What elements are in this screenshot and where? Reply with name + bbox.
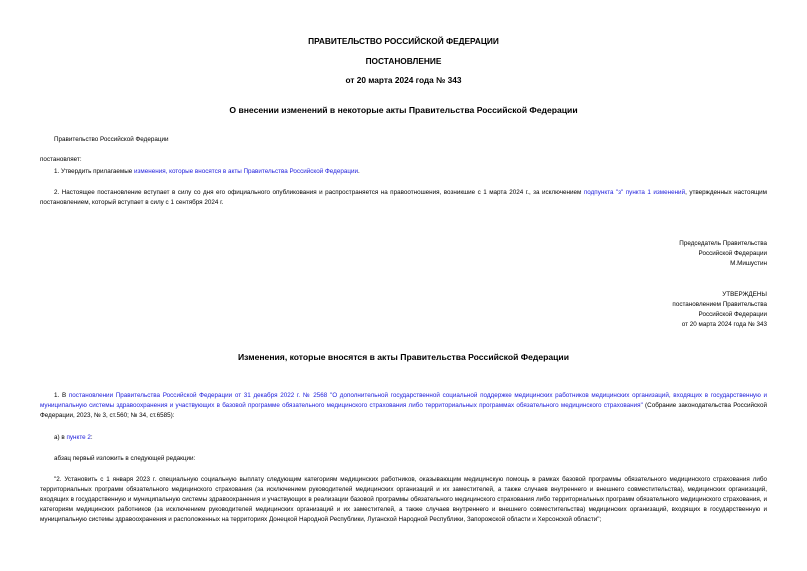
government-heading: ПРАВИТЕЛЬСТВО РОССИЙСКОЙ ФЕДЕРАЦИИ (308, 36, 499, 46)
quoted-text: "2. Установить с 1 января 2023 г. специальную социальную выплату следующим категориям медицинских работников, оказывающим медицинскую помощь в рамках базовой программы обязательного медицинского страхования либо территориальных программ обязательного медицинского страхования (за исключением руководителей медицинских организаций и их заместителей, а также случаев внутреннего и внешнего совместительства), медицинских организаций, входящих в государственную и муниципальную системы здравоохранения и участвующих в реализации базовой программы обязательного медицинского страхования либо территориальных программ обязательного медицинского страхования, и категориям медицинских работников (за исключением руководителей медицинских организаций и их заместителей, а также случаев внутреннего и внешнего совместительства) медицинских организаций, входящих в государственную и муниципальную системы здравоохранения и расположенных на территориях Донецкой Народной Республики, Луганской Народной Республики, Запорожской области и Херсонской области"; (40, 476, 767, 523)
signature-title: Председатель Правительства (679, 240, 767, 247)
document-title: О внесении изменений в некоторые акты Правительства Российской Федерации (229, 105, 578, 115)
issuer: Правительство Российской Федерации (54, 136, 169, 143)
item-2-suffix: , утвержденных настоящим постановлением, который вступает в силу с 1 сентября 2024 г. (40, 189, 768, 206)
item-2 (40, 188, 767, 208)
approval-heading: УТВЕРЖДЕНЫ (722, 291, 767, 298)
signature-name: М.Мишустин (730, 260, 767, 267)
subparagraph-z-link[interactable]: подпункта "з" пункта 1 изменений (583, 189, 686, 196)
change-1-suffix: (Собрание законодательства Российской Федерации, 2023, № 3, ст.560; № 34, ст.6585): (40, 402, 767, 419)
first-paragraph-note: абзац первый изложить в следующей редакции: (54, 455, 196, 462)
changes-title: Изменения, которые вносятся в акты Правительства Российской Федерации (237, 352, 569, 362)
item-1-prefix: 1. Утвердить прилагаемые (54, 168, 134, 175)
document-date-number: от 20 марта 2024 года № 343 (345, 75, 462, 85)
resolution-2568-link[interactable]: постановлении Правительства Российской Федерации от 31 декабря 2022 г. № 2568 (68, 392, 328, 399)
approval-date-number: от 20 марта 2024 года № 343 (681, 321, 767, 328)
item-1-suffix: . (357, 168, 360, 175)
resolution-2568-title-link[interactable]: "О дополнительной государственной социальной поддержке медицинских работников медицинских организаций, входящих в государственную и муниципальную системы здравоохранения и участвующих в базовой программе обязательного медицинского страхования либо территориальных программах обязательного медицинского страхования" (40, 392, 768, 409)
decrees: постановляет: (40, 156, 82, 163)
change-1-prefix: 1. В (54, 392, 69, 399)
subitem-a (54, 433, 93, 443)
item-2-prefix: 2. Настоящее постановление вступает в силу со дня его официального опубликования и распространяется на правоотношения, возникшие с 1 марта 2024 г., за исключением (54, 189, 584, 196)
approval-block (507, 290, 767, 330)
item-1 (54, 167, 360, 177)
approval-by: постановлением Правительства (672, 301, 767, 308)
changes-link[interactable]: изменения, которые вносятся в акты Правительства Российской Федерации (134, 168, 358, 175)
change-1 (40, 391, 767, 421)
approval-country: Российской Федерации (698, 311, 767, 318)
subitem-a-suffix: : (90, 434, 93, 441)
subitem-a-prefix: а) в (54, 434, 67, 441)
signature-country: Российской Федерации (698, 250, 767, 257)
signature-block (507, 239, 767, 269)
paragraph-2-link[interactable]: пункте 2 (66, 434, 91, 441)
document-type: ПОСТАНОВЛЕНИЕ (365, 56, 442, 66)
